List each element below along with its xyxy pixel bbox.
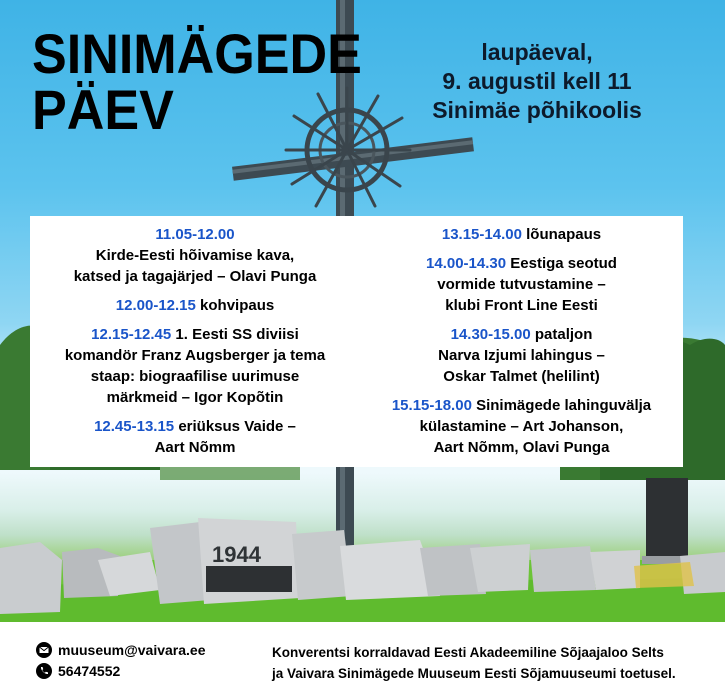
contact-phone xyxy=(36,663,120,679)
program-line: komandör Franz Augsberger ja tema xyxy=(64,347,326,364)
program-line: Oskar Talmet (helilint) xyxy=(443,368,600,385)
program-item xyxy=(30,324,360,408)
envelope-icon xyxy=(36,642,52,658)
event-day: laupäeval, xyxy=(481,39,593,65)
program-title: eriüksus Vaide – xyxy=(178,418,296,435)
program-item xyxy=(30,224,360,287)
program-line: Aart Nõmm xyxy=(154,439,236,456)
program-item xyxy=(30,416,360,458)
program-panel xyxy=(30,216,683,467)
program-item xyxy=(360,224,683,245)
program-time: 12.45-13.15 xyxy=(94,418,175,435)
program-time: 12.00-12.15 xyxy=(115,297,196,314)
program-line: Aart Nõmm, Olavi Punga xyxy=(433,439,610,456)
program-item xyxy=(360,395,683,458)
program-time: 12.15-12.45 xyxy=(91,326,172,343)
program-time: 14.30-15.00 xyxy=(450,326,531,343)
program-title: 1. Eesti SS diviisi xyxy=(175,326,299,343)
event-title xyxy=(32,22,362,141)
program-title: Eestiga seotud xyxy=(510,255,617,272)
organizer-note-line-2: ja Vaivara Sinimägede Muuseum Eesti Sõjamuuseumi toetusel. xyxy=(272,666,676,681)
title-line-1: SINIMÄGEDE xyxy=(32,22,362,85)
program-title: kohvipaus xyxy=(200,297,275,314)
program-column-right xyxy=(360,224,683,466)
program-column-left xyxy=(30,224,360,466)
phone-icon xyxy=(36,663,52,679)
program-line: vormide tutvustamine – xyxy=(437,276,606,293)
program-line: märkmeid – Igor Kopõtin xyxy=(106,389,284,406)
program-item xyxy=(360,324,683,387)
event-venue: Sinimäe põhikoolis xyxy=(432,97,642,123)
program-line: külastamine – Art Johanson, xyxy=(419,418,624,435)
organizer-note-line-1: Konverentsi korraldavad Eesti Akadeemiline Sõjaajaloo Selts xyxy=(272,645,664,660)
event-date-time: 9. augustil kell 11 xyxy=(442,68,632,94)
program-line: klubi Front Line Eesti xyxy=(445,297,598,314)
title-line-2: PÄEV xyxy=(32,78,174,141)
program-item xyxy=(30,295,360,316)
program-title: lõunapaus xyxy=(526,226,602,243)
monument-year: 1944 xyxy=(212,542,261,567)
event-date-location xyxy=(387,38,687,125)
program-item xyxy=(360,253,683,316)
program-time: 13.15-14.00 xyxy=(441,226,522,243)
program-line: Narva Izjumi lahingus – xyxy=(438,347,605,364)
program-line: staap: biograafilise uurimuse xyxy=(90,368,300,385)
contact-email xyxy=(36,642,206,658)
poster-footer xyxy=(0,622,725,690)
program-title: Sinimägede lahinguvälja xyxy=(476,397,652,414)
program-time: 11.05-12.00 xyxy=(155,226,235,243)
program-time: 14.00-14.30 xyxy=(426,255,507,272)
program-time: 15.15-18.00 xyxy=(391,397,472,414)
organizer-note xyxy=(272,642,712,684)
program-line: katsed ja tagajärjed – Olavi Punga xyxy=(73,268,317,285)
email-address[interactable]: muuseum@vaivara.ee xyxy=(58,642,206,658)
program-title: pataljon xyxy=(534,326,593,343)
program-line: Kirde-Eesti hõivamise kava, xyxy=(95,247,295,264)
phone-number[interactable]: 56474552 xyxy=(58,663,121,679)
